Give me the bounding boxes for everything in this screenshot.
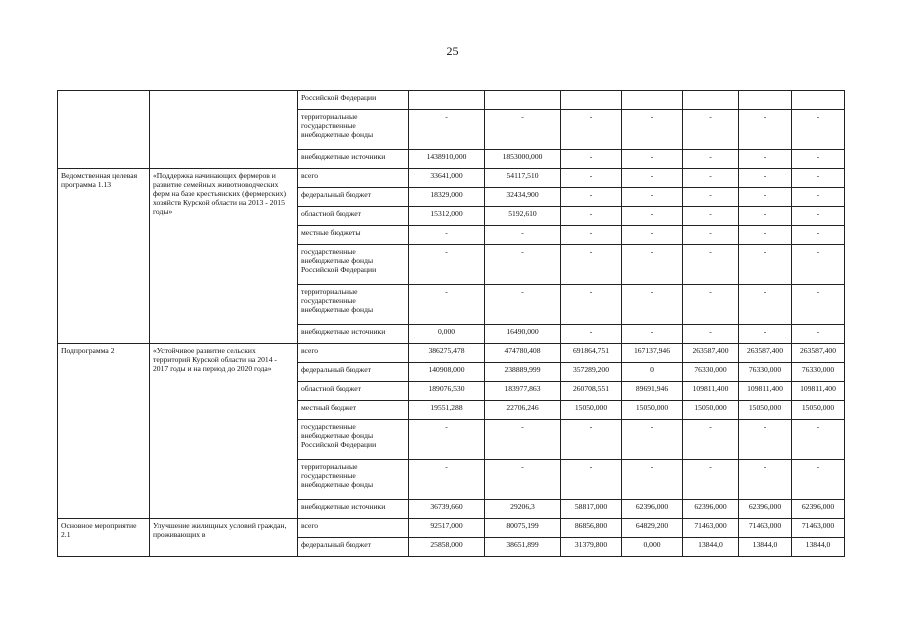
amount-cell: 16490,000 [485,325,561,344]
amount-cell [792,91,845,110]
amount-cell: 13844,0 [792,538,845,557]
amount-cell: - [683,169,739,188]
amount-cell: - [683,150,739,169]
amount-cell: - [739,420,792,460]
amount-cell: 109811,400 [739,382,792,401]
table-row [58,519,845,538]
funding-source-cell: Российской Федерации [298,91,409,110]
program-code-cell: Ведомственная целевая программа 1.13 [58,169,150,344]
table-row [58,344,845,363]
program-name-cell: «Поддержка начинающих фермеров и развитие семейных животноводческих ферм на базе крестьянских (фермерских) хозяйств Курской области на 2013 - 2015 годы» [150,169,298,344]
amount-cell: 32434,900 [485,188,561,207]
amount-cell: 62396,000 [683,500,739,519]
amount-cell: - [485,420,561,460]
amount-cell: - [622,460,683,500]
amount-cell: 109811,400 [683,382,739,401]
amount-cell: 474780,408 [485,344,561,363]
funding-source-cell: федеральный бюджет [298,363,409,382]
funding-source-cell: внебюджетные источники [298,150,409,169]
amount-cell: 19551,288 [409,401,485,420]
amount-cell: - [409,285,485,325]
amount-cell: - [683,245,739,285]
amount-cell: 31379,800 [561,538,622,557]
amount-cell: - [683,460,739,500]
amount-cell: 357289,200 [561,363,622,382]
amount-cell: 15050,000 [683,401,739,420]
amount-cell: 691864,751 [561,344,622,363]
amount-cell: - [409,110,485,150]
funding-source-cell: всего [298,169,409,188]
amount-cell [409,91,485,110]
program-name-cell: «Устойчивое развитие сельских территорий Курской области на 2014 - 2017 годы и на период до 2020 года» [150,344,298,519]
amount-cell: - [792,226,845,245]
amount-cell: - [622,325,683,344]
amount-cell: - [622,207,683,226]
amount-cell: - [739,460,792,500]
amount-cell: - [683,110,739,150]
amount-cell: 22706,246 [485,401,561,420]
funding-source-cell: всего [298,344,409,363]
amount-cell [485,91,561,110]
amount-cell: 62396,000 [622,500,683,519]
amount-cell: 386275,478 [409,344,485,363]
program-name-cell: Улучшение жилищных условий граждан, проживающих в [150,519,298,557]
program-name-cell [150,91,298,169]
amount-cell: - [739,169,792,188]
amount-cell: - [409,245,485,285]
amount-cell: - [683,226,739,245]
amount-cell: 18329,000 [409,188,485,207]
amount-cell: 29206,3 [485,500,561,519]
amount-cell: - [561,460,622,500]
amount-cell: 76330,000 [792,363,845,382]
funding-source-cell: местный бюджет [298,401,409,420]
amount-cell: - [561,325,622,344]
amount-cell: 38651,899 [485,538,561,557]
amount-cell: - [683,188,739,207]
amount-cell: - [792,110,845,150]
amount-cell: 80075,199 [485,519,561,538]
amount-cell: 71463,000 [683,519,739,538]
amount-cell: - [792,150,845,169]
amount-cell: - [622,169,683,188]
amount-cell: - [409,460,485,500]
program-code-cell [58,91,150,169]
amount-cell: 71463,000 [739,519,792,538]
amount-cell [622,91,683,110]
amount-cell: 62396,000 [792,500,845,519]
amount-cell: 89691,946 [622,382,683,401]
amount-cell: 1853000,000 [485,150,561,169]
amount-cell: - [409,420,485,460]
amount-cell: - [485,245,561,285]
amount-cell: - [739,150,792,169]
amount-cell: - [622,188,683,207]
amount-cell: 86856,800 [561,519,622,538]
amount-cell: - [739,226,792,245]
budget-table [57,90,845,557]
amount-cell: - [485,460,561,500]
amount-cell: - [683,325,739,344]
amount-cell [739,91,792,110]
amount-cell: - [485,110,561,150]
amount-cell: 109811,400 [792,382,845,401]
amount-cell: - [739,325,792,344]
amount-cell: 183977,863 [485,382,561,401]
amount-cell: - [561,169,622,188]
amount-cell: - [739,110,792,150]
amount-cell [683,91,739,110]
amount-cell: - [792,207,845,226]
amount-cell: - [561,188,622,207]
table-row [58,169,845,188]
funding-source-cell: областной бюджет [298,207,409,226]
amount-cell: 140908,000 [409,363,485,382]
amount-cell: - [485,285,561,325]
funding-source-cell: областной бюджет [298,382,409,401]
funding-source-cell: государственные внебюджетные фонды Российской Федерации [298,245,409,285]
funding-source-cell: территориальные государственные внебюджетные фонды [298,110,409,150]
funding-source-cell: территориальные государственные внебюджетные фонды [298,460,409,500]
amount-cell: - [792,169,845,188]
amount-cell: 5192,610 [485,207,561,226]
amount-cell: 0,000 [622,538,683,557]
funding-source-cell: внебюджетные источники [298,500,409,519]
amount-cell: 71463,000 [792,519,845,538]
amount-cell: 238889,999 [485,363,561,382]
amount-cell: 64829,200 [622,519,683,538]
amount-cell: 1438910,000 [409,150,485,169]
amount-cell: 0 [622,363,683,382]
amount-cell: - [622,245,683,285]
amount-cell: - [622,150,683,169]
funding-source-cell: местные бюджеты [298,226,409,245]
amount-cell [561,91,622,110]
amount-cell: - [622,110,683,150]
amount-cell: - [485,226,561,245]
amount-cell: 260708,551 [561,382,622,401]
amount-cell: 263587,400 [683,344,739,363]
amount-cell: - [739,207,792,226]
table-row [58,91,845,110]
amount-cell: - [622,226,683,245]
amount-cell: - [792,245,845,285]
amount-cell: - [683,420,739,460]
amount-cell: - [561,207,622,226]
amount-cell: - [561,245,622,285]
amount-cell: 167137,946 [622,344,683,363]
funding-source-cell: внебюджетные источники [298,325,409,344]
amount-cell: 13844,0 [683,538,739,557]
amount-cell: - [792,325,845,344]
amount-cell: 36739,660 [409,500,485,519]
amount-cell: 76330,000 [739,363,792,382]
amount-cell: 13844,0 [739,538,792,557]
amount-cell: 0,000 [409,325,485,344]
amount-cell: - [792,285,845,325]
amount-cell: 15050,000 [792,401,845,420]
program-code-cell: Основное мероприятие 2.1 [58,519,150,557]
amount-cell: 92517,000 [409,519,485,538]
amount-cell: - [739,285,792,325]
amount-cell: - [622,285,683,325]
funding-source-cell: федеральный бюджет [298,538,409,557]
amount-cell: - [561,226,622,245]
amount-cell: 62396,000 [739,500,792,519]
amount-cell: - [622,420,683,460]
amount-cell: - [739,188,792,207]
amount-cell: - [792,188,845,207]
amount-cell: - [409,226,485,245]
amount-cell: 58817,000 [561,500,622,519]
funding-source-cell: федеральный бюджет [298,188,409,207]
amount-cell: 15050,000 [561,401,622,420]
program-code-cell: Подпрограмма 2 [58,344,150,519]
amount-cell: 15050,000 [739,401,792,420]
amount-cell: 15312,000 [409,207,485,226]
amount-cell: 33641,000 [409,169,485,188]
amount-cell: - [739,245,792,285]
amount-cell: 189076,530 [409,382,485,401]
funding-source-cell: территориальные государственные внебюджетные фонды [298,285,409,325]
page-number: 25 [446,44,459,58]
amount-cell: - [683,285,739,325]
amount-cell: 15050,000 [622,401,683,420]
amount-cell: - [561,285,622,325]
amount-cell: - [792,460,845,500]
amount-cell: - [561,110,622,150]
amount-cell: 54117,510 [485,169,561,188]
funding-source-cell: государственные внебюджетные фонды Российской Федерации [298,420,409,460]
amount-cell: - [561,420,622,460]
amount-cell: 76330,000 [683,363,739,382]
amount-cell: 263587,400 [739,344,792,363]
amount-cell: 25858,000 [409,538,485,557]
amount-cell: - [561,150,622,169]
amount-cell: - [683,207,739,226]
amount-cell: - [792,420,845,460]
amount-cell: 263587,400 [792,344,845,363]
funding-source-cell: всего [298,519,409,538]
